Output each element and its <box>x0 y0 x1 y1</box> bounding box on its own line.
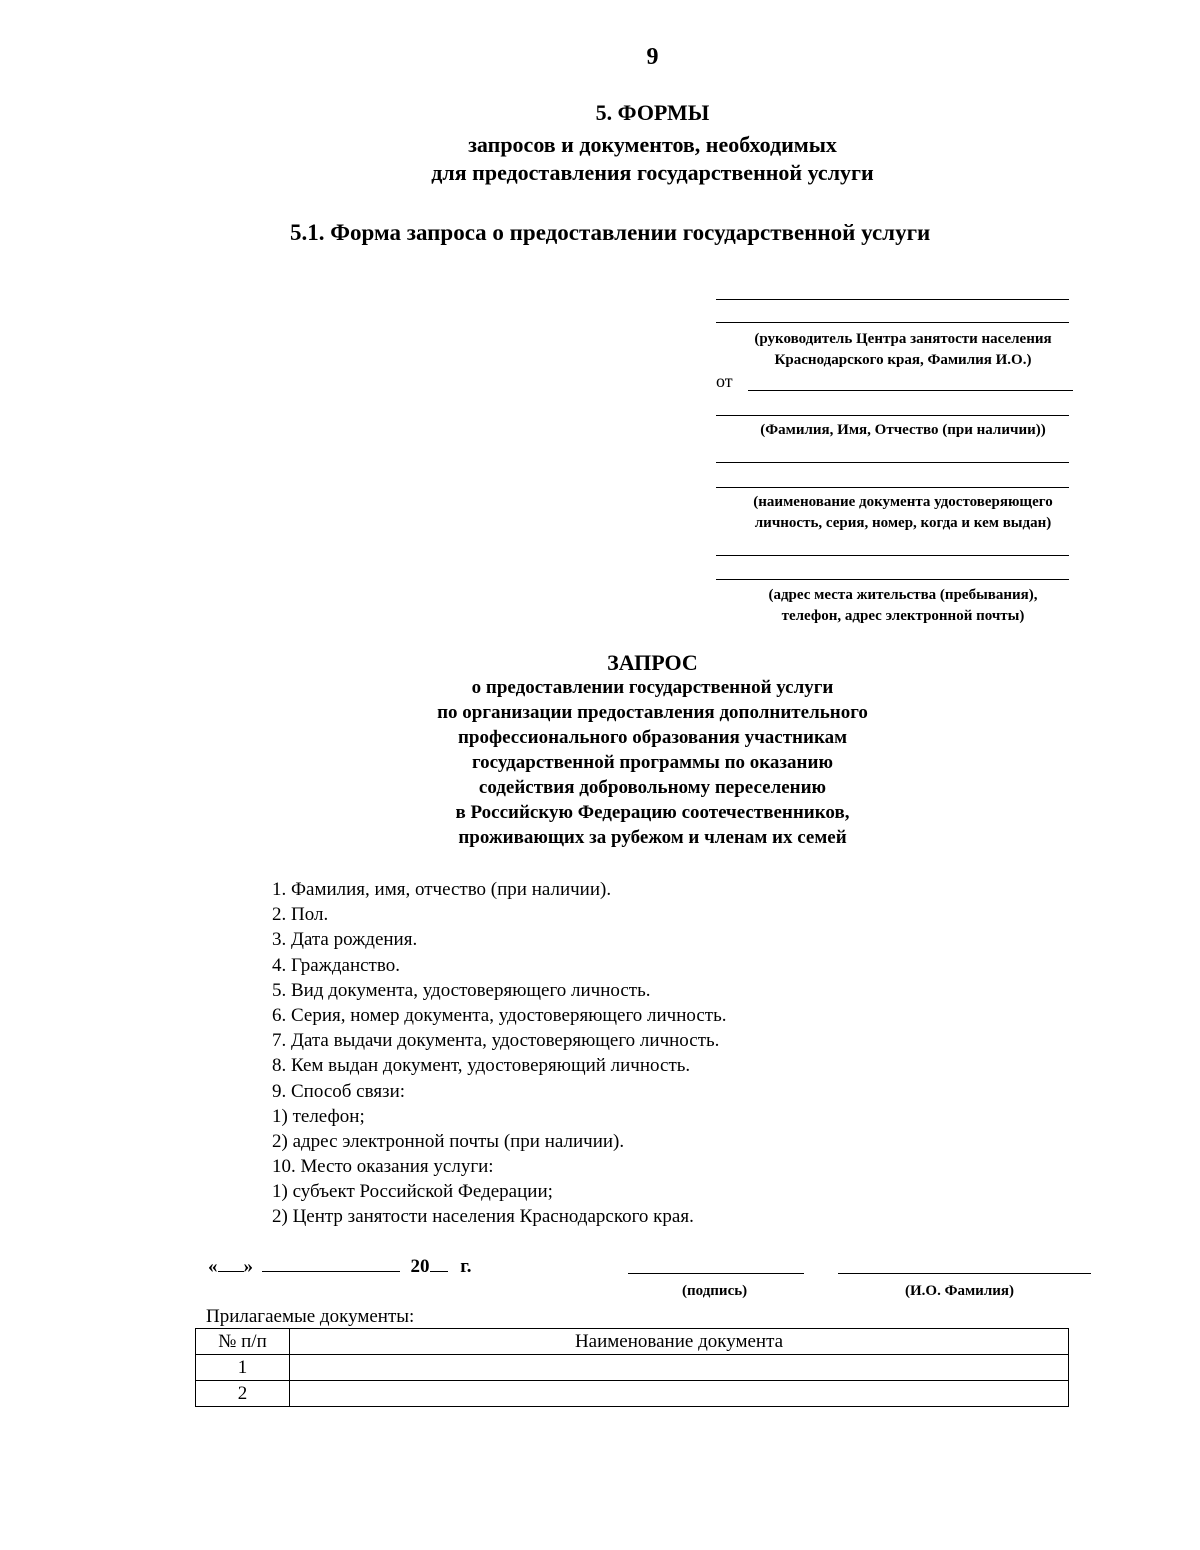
list-item: 10. Место оказания услуги: <box>272 1156 494 1178</box>
list-item: 7. Дата выдачи документа, удостоверяющего личность. <box>272 1030 720 1052</box>
table-header-number: № п/п <box>196 1329 290 1355</box>
attached-documents-table <box>195 1328 1069 1407</box>
table-cell-number: 1 <box>196 1355 290 1381</box>
name-line <box>838 1273 1091 1274</box>
list-item: 1. Фамилия, имя, отчество (при наличии). <box>272 879 612 900</box>
address-line-1 <box>716 555 1069 556</box>
request-title: ЗАПРОС <box>607 650 698 675</box>
list-item: 2. Пол. <box>272 904 329 926</box>
recipient-caption-line-1: (руководитель Центра занятости населения <box>754 331 1052 347</box>
recipient-caption-line-2: Краснодарского края, Фамилия И.О.) <box>774 352 1032 368</box>
table-row <box>196 1355 1069 1381</box>
section-subtitle-line-2: для предоставления государственной услуги <box>431 160 874 185</box>
list-item: 9. Способ связи: <box>272 1080 406 1102</box>
applicant-line-1 <box>748 390 1073 391</box>
id-caption-line-1: (наименование документа удостоверяющего <box>753 494 1053 510</box>
request-items-list <box>272 877 727 1230</box>
recipient-line-1 <box>716 299 1069 300</box>
from-label: от <box>716 371 733 391</box>
list-item: 3. Дата рождения. <box>272 929 418 951</box>
year-prefix: 20 <box>410 1256 430 1277</box>
date-close-quote: » <box>243 1256 253 1277</box>
year-blank <box>430 1257 448 1272</box>
signature-caption: (подпись) <box>682 1283 748 1299</box>
date-open-quote: « <box>208 1256 218 1277</box>
address-caption-line-1: (адрес места жительства (пребывания), <box>768 587 1038 603</box>
date-field <box>208 1256 472 1278</box>
list-item: 5. Вид документа, удостоверяющего личность. <box>272 979 651 1001</box>
request-line: в Российскую Федерацию соотечественников, <box>455 802 850 823</box>
day-blank <box>218 1257 244 1272</box>
year-suffix: г. <box>460 1256 472 1277</box>
list-item: 2) Центр занятости населения Краснодарского края. <box>272 1206 694 1228</box>
request-line: о предоставлении государственной услуги <box>471 677 834 698</box>
section-title: 5. ФОРМЫ <box>595 100 710 125</box>
attached-documents-label: Прилагаемые документы: <box>206 1306 415 1327</box>
list-item: 8. Кем выдан документ, удостоверяющий личность. <box>272 1055 691 1077</box>
section-subtitle-line-1: запросов и документов, необходимых <box>468 132 837 157</box>
list-item: 1) телефон; <box>272 1105 365 1127</box>
request-line: профессионального образования участникам <box>457 727 848 748</box>
applicant-line-2 <box>716 415 1069 416</box>
id-line-2 <box>716 487 1069 488</box>
name-caption: (И.О. Фамилия) <box>905 1283 1014 1299</box>
address-caption-line-2: телефон, адрес электронной почты) <box>781 608 1025 624</box>
request-line: по организации предоставления дополнительного <box>437 702 868 723</box>
page-number: 9 <box>646 44 659 70</box>
recipient-line-2 <box>716 322 1069 323</box>
table-cell-number: 2 <box>196 1381 290 1407</box>
table-header-document-name: Наименование документа <box>290 1329 1069 1355</box>
id-line-1 <box>716 462 1069 463</box>
list-item: 1) субъект Российской Федерации; <box>272 1181 553 1203</box>
request-line: государственной программы по оказанию <box>472 752 833 773</box>
list-item: 4. Гражданство. <box>272 954 400 976</box>
month-blank <box>262 1257 400 1272</box>
list-item: 6. Серия, номер документа, удостоверяющего личность. <box>272 1004 727 1026</box>
request-line: содействия добровольному переселению <box>478 777 827 798</box>
table-cell-document-name <box>290 1381 1069 1407</box>
table-row <box>196 1381 1069 1407</box>
table-header-row <box>196 1329 1069 1355</box>
signature-line <box>628 1273 804 1274</box>
subsection-title: 5.1. Форма запроса о предоставлении государственной услуги <box>290 220 931 245</box>
list-item: 2) адрес электронной почты (при наличии). <box>272 1130 625 1152</box>
applicant-name-caption: (Фамилия, Имя, Отчество (при наличии)) <box>760 422 1046 438</box>
id-caption-line-2: личность, серия, номер, когда и кем выдан) <box>754 515 1052 531</box>
request-line: проживающих за рубежом и членам их семей <box>458 827 847 848</box>
table-cell-document-name <box>290 1355 1069 1381</box>
address-line-2 <box>716 579 1069 580</box>
